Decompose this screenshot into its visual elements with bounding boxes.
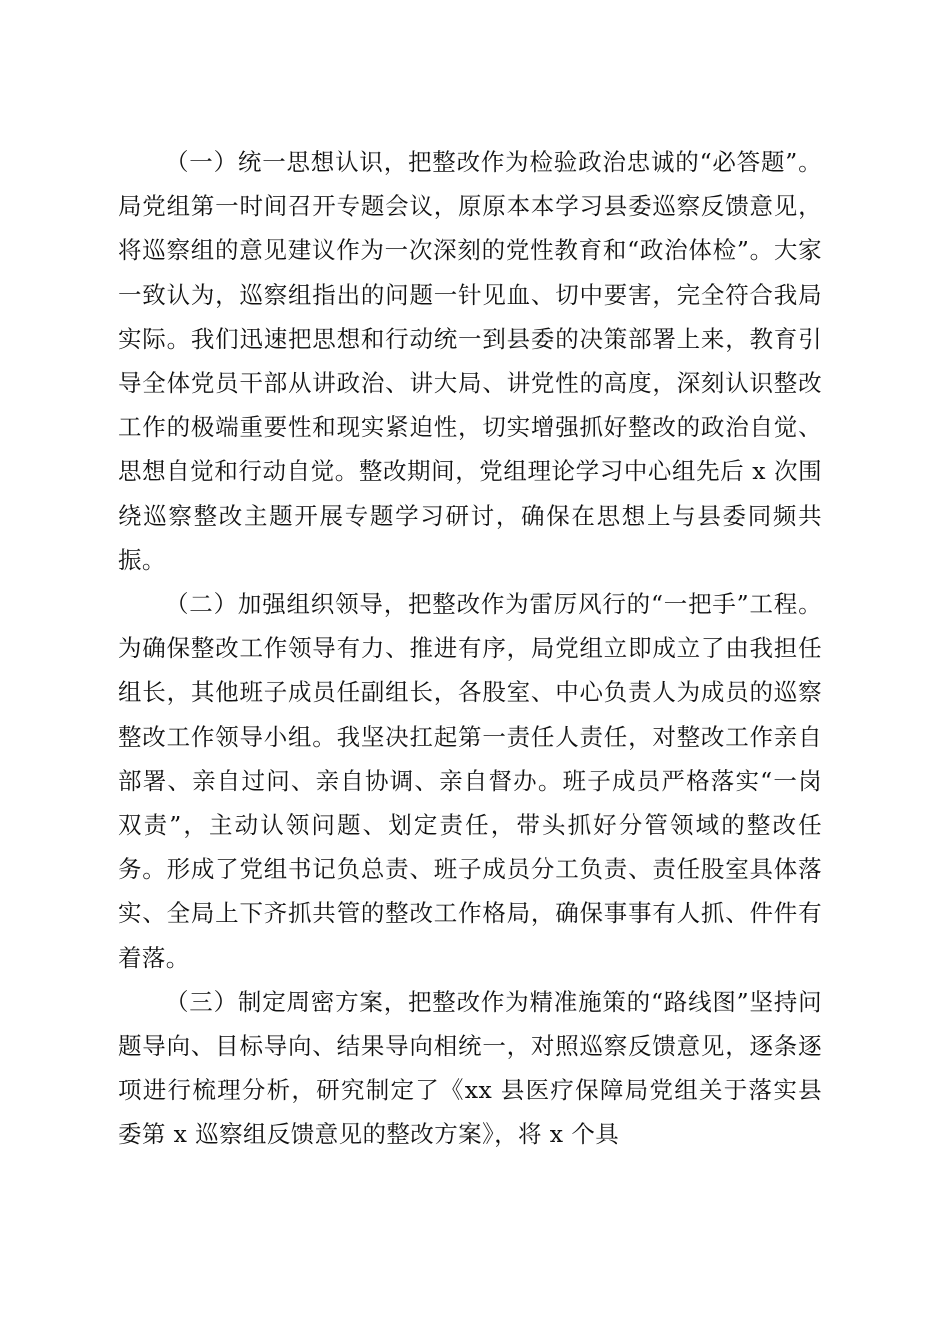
paragraph-3-text: 坚持问题导向、目标导向、结果导向相统一，对照巡察反馈意见，逐条逐项进行梳理分析，研究制定了《xx 县医疗保障局党组关于落实县委第 x 巡察组反馈意见的整改方案》，将 x 个具 [118,987,823,1149]
paragraph-1-text: 局党组第一时间召开专题会议，原原本本学习县委巡察反馈意见，将巡察组的意见建议作为一次深刻的党性教育和“政治体检”。大家一致认为，巡察组指出的问题一针见血、切中要害，完全符合我局实际。我们迅速把思想和行动统一到县委的决策部署上来，教育引导全体党员干部从讲政治、讲大局、讲党性的高度，深刻认识整改工作的极端重要性和现实紧迫性，切实增强抓好整改的政治自觉、思想自觉和行动自觉。整改期间，党组理论学习中心组先后 x 次围绕巡察整改主题开展专题学习研讨，确保在思想上与县委同频共振。 [118,192,822,574]
document-body [118,140,822,1157]
paragraph-2 [118,582,822,980]
paragraph-2-text: 为确保整改工作领导有力、推进有序，局党组立即成立了由我担任组长，其他班子成员任副组长，各股室、中心负责人为成员的巡察整改工作领导小组。我坚决扛起第一责任人责任，对整改工作亲自部署、亲自过问、亲自协调、亲自督办。班子成员严格落实“一岗双责”，主动认领问题、划定责任，带头抓好分管领域的整改任务。形成了党组书记负总责、班子成员分工负责、责任股室具体落实、全局上下齐抓共管的整改工作格局，确保事事有人抓、件件有着落。 [118,634,822,972]
paragraph-2-heading: （二）加强组织领导，把整改作为雷厉风行的“一把手”工程。 [165,590,822,619]
paragraph-3-heading: （三）制定周密方案，把整改作为精准施策的“路线图” [165,987,750,1016]
paragraph-1 [118,140,822,582]
paragraph-3 [118,980,822,1157]
paragraph-1-heading: （一）统一思想认识，把整改作为检验政治忠诚的“必答题”。 [165,148,822,176]
